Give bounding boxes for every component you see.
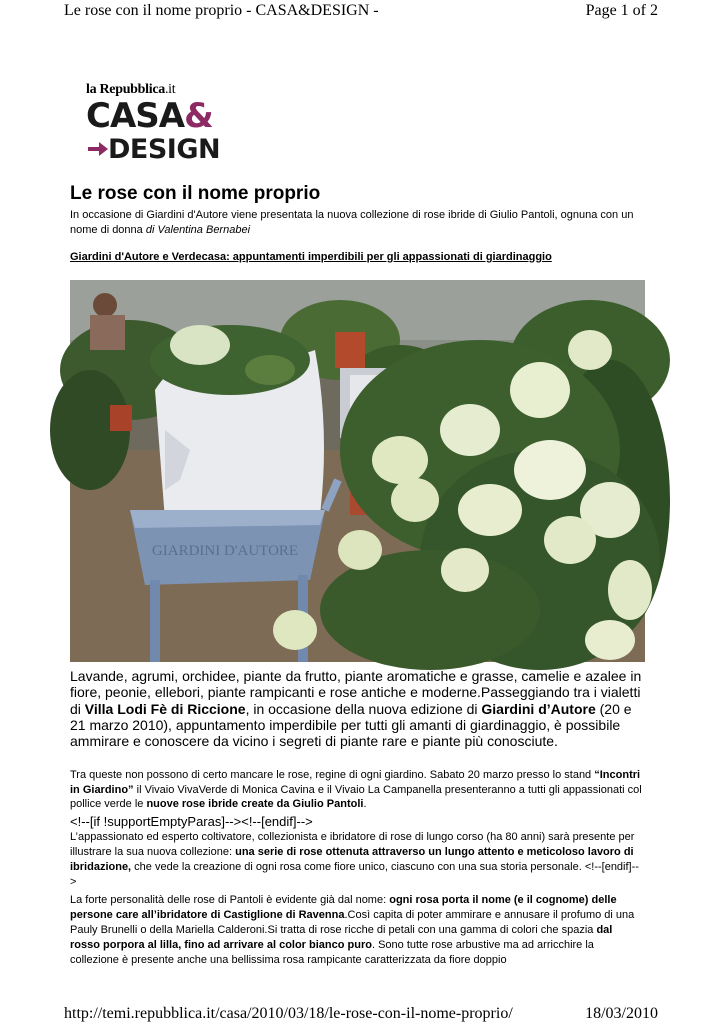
casa-design-logo[interactable]: [86, 82, 246, 167]
html-comment-text: <!--[if !supportEmptyParas]--><!--[endif]-->: [70, 814, 313, 829]
print-header-page: Page 1 of 2: [585, 2, 658, 19]
print-footer-url[interactable]: http://temi.repubblica.it/casa/2010/03/18/le-rose-con-il-nome-proprio/: [64, 1005, 513, 1022]
article-lead: In occasione di Giardini d'Autore viene presentata la nuova collezione di rose ibride di Giulio Pantoli, ognuna con un nome di donna di Valentina Bernabei: [70, 209, 634, 236]
photo-sign-text: GIARDINI D'AUTORE: [151, 543, 299, 559]
logo-design: DESIGN: [108, 134, 221, 165]
publisher-name: la Repubblica.it: [86, 82, 176, 97]
arrow-right-icon: [86, 139, 110, 159]
logo-casa: CASA&: [86, 96, 213, 136]
paragraph-3: L’appassionato ed esperto coltivatore, collezionista e ibridatore di rose di lungo corso (ha 80 anni) sarà presente per illustrare la sua nuova collezione: una serie di rose ottenuta attraverso un lungo attento e meticoloso lavoro di ibridazione, che vede la creazione di ogni rosa come fiore unico, ciascuno con una sua storia personale. <!--[endif]-->: [70, 831, 639, 888]
print-footer-date: 18/03/2010: [585, 1005, 658, 1022]
article-author: di Valentina Bernabei: [145, 224, 251, 236]
print-header-title: Le rose con il nome proprio - CASA&DESIGN -: [64, 2, 379, 19]
article-title: Le rose con il nome proprio: [70, 183, 321, 204]
related-article-link[interactable]: Giardini d'Autore e Verdecasa: appuntamenti imperdibili per gli appassionati di giardinaggio: [70, 251, 552, 263]
paragraph-1: Lavande, agrumi, orchidee, piante da frutto, piante aromatiche e grasse, camelie e azalee in fiore, peonie, ellebori, piante rampicanti e rose antiche e moderne.Passeggiando tra i vialetti di Villa Lodi Fè di Riccione, in occasione della nuova edizione di Giardini d’Autore (20 e 21 marzo 2010), appuntamento imperdibile per tutti gli amanti di giardinaggio, è possibile ammirare e conoscere da vicino i segreti di piante rare e piante più conosciute.: [70, 668, 642, 750]
article-photo: [70, 280, 645, 662]
paragraph-4: La forte personalità delle rose di Pantoli è evidente già dal nome: ogni rosa porta il nome (e il cognome) delle persone care all’ibridatore di Castiglione di Ravenna.Così capita di poter ammirare e annusare il profumo di una Pauly Brunelli o della Mariella Calderoni.Si tratta di rose ricche di petali con una gamma di colori che spazia dal rosso porpora al lilla, fino ad arrivare al color bianco puro. Sono tutte rose arbustive ma ad arricchire la collezione è presente anche una bellissima rosa rampicante caratterizzata da fiore doppio: [70, 894, 635, 966]
paragraph-2: Tra queste non possono di certo mancare le rose, regine di ogni giardino. Sabato 20 marzo presso lo stand “Incontri in Giardino” il Vivaio VivaVerde di Monica Cavina e il Vivaio La Campanella presenteranno a tutti gli appassionati col pollice verde le nuove rose ibride create da Giulio Pantoli.: [70, 769, 642, 810]
